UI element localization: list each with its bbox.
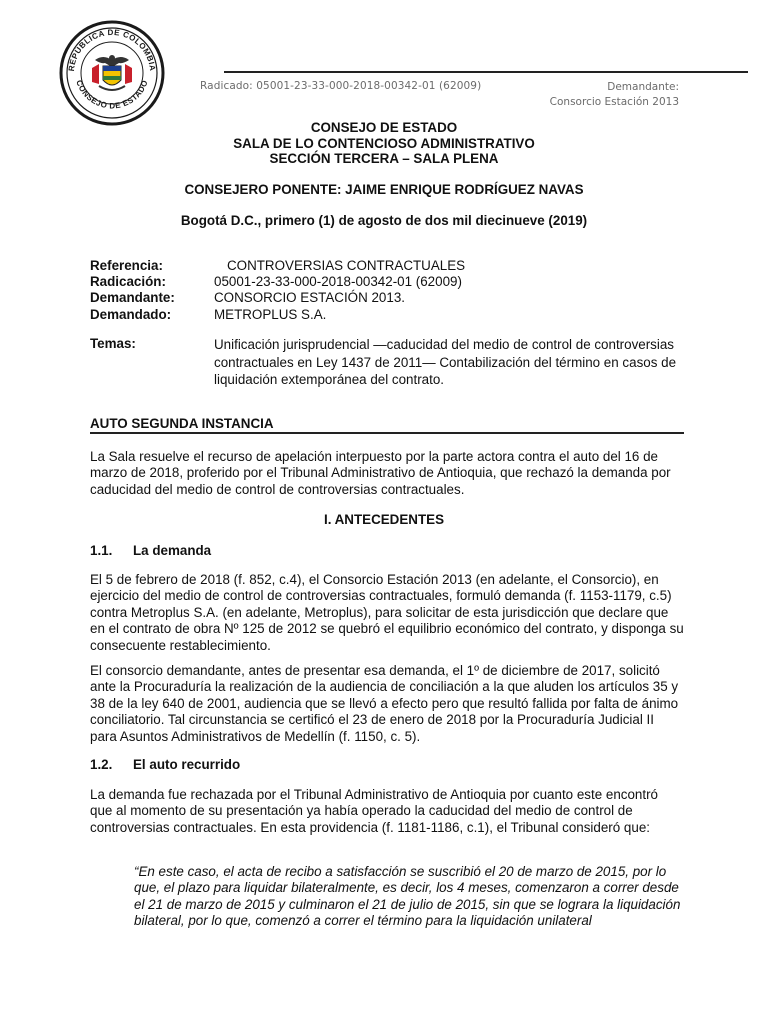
section-1-1-title: La demanda: [133, 543, 212, 558]
demandado-label: Demandado:: [90, 306, 172, 322]
radicacion-value: 05001-23-33-000-2018-00342-01 (62009): [214, 274, 462, 290]
svg-text:REPÚBLICA DE COLOMBIA: REPÚBLICA DE COLOMBIA: [66, 27, 158, 72]
section-rule: [90, 432, 684, 434]
title-line-2: SALA DE LO CONTENCIOSO ADMINISTRATIVO: [233, 135, 535, 151]
document-title: [0, 120, 768, 167]
intro-paragraph: La Sala resuelve el recurso de apelación interpuesto por la parte actora contra el auto del 16 de marzo de 2018, proferido por el Tribunal Administrativo de Antioquia, que rechazó la demanda por caducidad del medio de control de controversias contractuales.: [90, 449, 671, 497]
demanda-paragraph-1: El 5 de febrero de 2018 (f. 852, c.4), el Consorcio Estación 2013 (en adelante, el Consorcio), en ejercicio del medio de control de controversias contractuales, formuló demanda (f. 1153-1179, c.5) contra Metroplus S.A. (en adelante, Metroplus), para solicitar de esta jurisdicción que declare que en el contrato de obra Nº 125 de 2012 se quebró el equilibrio económico del contrato, y disponga su consecuente restablecimiento.: [90, 572, 684, 653]
demandante-label: Demandante:: [90, 290, 175, 306]
demandante-value: CONSORCIO ESTACIÓN 2013.: [214, 290, 405, 306]
demanda-paragraph-2: El consorcio demandante, antes de presentar esa demanda, el 1º de diciembre de 2017, solicitó ante la Procuraduría la realización de la audiencia de conciliación a la que aluden los artículos 35 y 38 de la ley 640 de 2001, audiencia que se llevó a efecto pero que resultó fallida por falta de ánimo conciliatorio. Tal circunstancia se certificó el 23 de enero de 2018 por la Procuraduría Judicial II para Asuntos Administrativos de Medellín (f. 1150, c. 5).: [90, 663, 679, 744]
section-1-1-number: 1.1.: [90, 543, 113, 558]
consejero-ponente: CONSEJERO PONENTE: JAIME ENRIQUE RODRÍGUEZ NAVAS: [184, 182, 584, 197]
section-1-2-number: 1.2.: [90, 757, 113, 772]
temas-value: Unificación jurisprudencial —caducidad del medio de control de controversias contractuales en Ley 1437 de 2011— Contabilización del término en casos de liquidación extemporánea del contrato.: [214, 337, 677, 387]
title-line-1: CONSEJO DE ESTADO: [310, 120, 458, 135]
auto-segunda-instancia-heading: AUTO SEGUNDA INSTANCIA: [90, 416, 274, 431]
title-line-3: SECCIÓN TERCERA – SALA PLENA: [269, 151, 499, 166]
referencia-label: Referencia:: [90, 258, 163, 273]
section-1-2-title: El auto recurrido: [133, 757, 241, 772]
temas-label: Temas:: [90, 336, 136, 351]
header-demandante: [550, 80, 679, 110]
header-radicado: Radicado: 05001-23-33-000-2018-00342-01 (62009): [200, 80, 482, 92]
header-demandante-label: Demandante:: [607, 81, 679, 93]
auto-recurrido-paragraph: La demanda fue rechazada por el Tribunal Administrativo de Antioquia por cuanto este encontró que al momento de su presentación ya había operado la caducidad del medio de control de controversias contractuales. En esta providencia (f. 1181-1186, c.1), el Tribunal consideró que:: [90, 787, 658, 835]
svg-text:CONSEJO DE ESTADO: CONSEJO DE ESTADO: [74, 78, 150, 111]
header-rule: [224, 71, 748, 73]
reference-block: [90, 258, 690, 328]
header-demandante-value: Consorcio Estación 2013: [549, 96, 679, 108]
radicacion-label: Radicación:: [90, 274, 166, 290]
referencia-value: CONTROVERSIAS CONTRACTUALES: [227, 258, 466, 273]
document-date: Bogotá D.C., primero (1) de agosto de dos mil diecinueve (2019): [180, 213, 588, 228]
demandado-value: METROPLUS S.A.: [214, 306, 327, 322]
consejo-de-estado-seal: [59, 20, 165, 126]
tribunal-quote: “En este caso, el acta de recibo a satisfacción se suscribió el 20 de marzo de 2015, por lo que, el plazo para liquidar bilateralmente, es decir, los 4 meses, comenzaron a correr desde el 21 de marzo de 2015 y culminaron el 21 de julio de 2015, sin que se lograra la liquidación bilateral, por lo que, comenzó a correr el término para la liquidación unilateral: [134, 864, 681, 929]
antecedentes-heading: I. ANTECEDENTES: [323, 512, 445, 527]
